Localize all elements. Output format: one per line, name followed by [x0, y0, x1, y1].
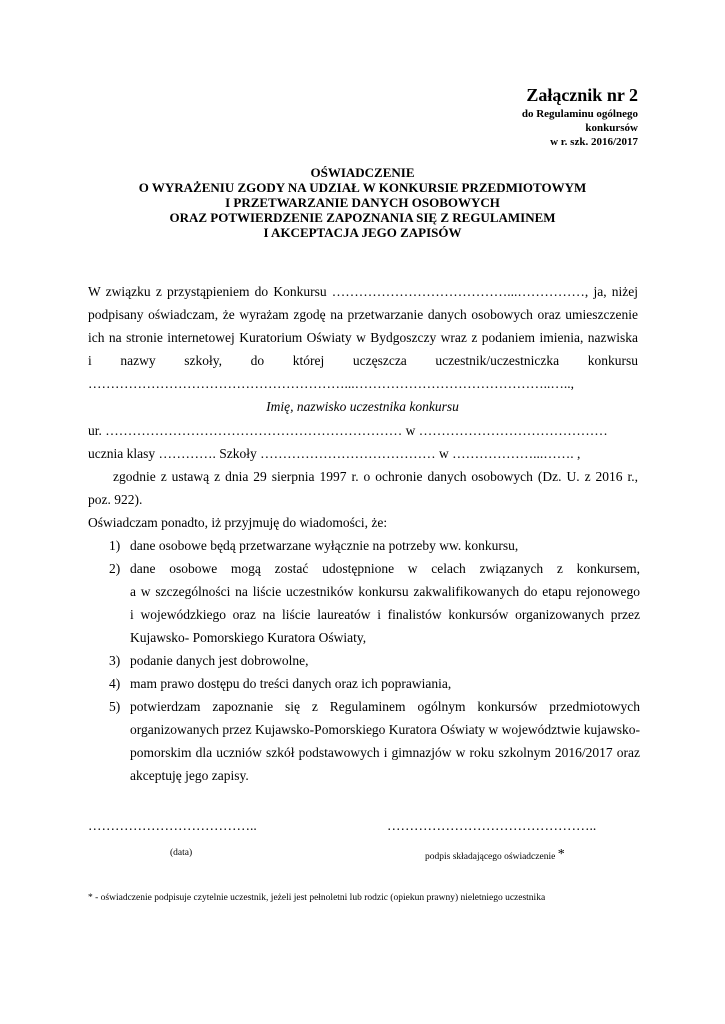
attachment-title: Załącznik nr 2: [526, 85, 638, 105]
list-item-text: dane osobowe mogą zostać udostępnione w celach związanych z konkursem,: [130, 561, 640, 576]
list-item-number: 1): [109, 538, 121, 553]
list-item-text: organizowanych przez Kujawsko-Pomorskiego Kuratora Oświaty w województwie kujawsko-: [130, 722, 640, 737]
list-item-text: potwierdzam zapoznanie się z Regulaminem ogólnym konkursów przedmiotowych: [130, 699, 640, 714]
body-text-line: i nazwy szkoły, do której uczęszcza uczestnik/uczestniczka konkursu: [88, 353, 638, 368]
footnote: * - oświadczenie podpisuje czytelnie uczestnik, jeżeli jest pełnoletni lub rodzic (opiekun prawny) nieletniego uczestnika: [88, 893, 546, 903]
list-item-text: pomorskim dla uczniów szkół podstawowych i gimnazjów w roku szkolnym 2016/2017 oraz: [130, 745, 640, 760]
signature-label: [425, 848, 565, 864]
list-item-text: akceptuję jego zapisy.: [130, 768, 249, 783]
acknowledgement-intro: Oświadczam ponadto, iż przyjmuję do wiadomości, że:: [88, 515, 388, 530]
list-item-text: Kujawsko- Pomorskiego Kuratora Oświaty,: [130, 630, 367, 645]
birth-fill-line: ur. ………………………………………………………… w ……………………………………: [88, 423, 608, 438]
statement-title-line: ORAZ POTWIERDZENIE ZAPOZNANIA SIĘ Z REGULAMINEM: [169, 210, 556, 225]
list-item-text: i wojewódzkiego oraz na liście laureatów i finalistów konkursów organizowanych przez: [130, 607, 640, 622]
date-label: (data): [170, 848, 193, 858]
attachment-subtitle-line: konkursów: [585, 122, 638, 134]
statement-title-line: O WYRAŻENIU ZGODY NA UDZIAŁ W KONKURSIE PRZEDMIOTOWYM: [138, 180, 587, 195]
signature-fill-line: ………………………………………..: [387, 818, 597, 833]
statement-title-line: I PRZETWARZANIE DANYCH OSOBOWYCH: [225, 195, 500, 210]
body-text-line: W związku z przystąpieniem do Konkursu …………………………………...……………, ja, niżej: [88, 284, 638, 299]
list-item-number: 5): [109, 699, 121, 714]
list-item-text: dane osobowe będą przetwarzane wyłącznie na potrzeby ww. konkursu,: [130, 538, 519, 553]
list-item-text: a w szczególności na liście uczestników konkursu zakwalifikowanych do etapu rejonowego: [130, 584, 640, 599]
list-item-number: 4): [109, 676, 121, 691]
class-school-fill-line: ucznia klasy …………. Szkoły ………………………………… w ………………...……. ,: [88, 446, 581, 461]
law-reference-line: poz. 922).: [88, 492, 143, 507]
list-item-text: podanie danych jest dobrowolne,: [130, 653, 309, 668]
law-reference-line: zgodnie z ustawą z dnia 29 sierpnia 1997 r. o ochronie danych osobowych (Dz. U. z 2016 r.,: [113, 469, 638, 484]
list-item-number: 3): [109, 653, 121, 668]
body-text-line: podpisany oświadczam, że wyrażam zgodę na przetwarzanie danych osobowych oraz umieszczenie: [88, 307, 638, 322]
list-item-text: mam prawo dostępu do treści danych oraz ich poprawiania,: [130, 676, 452, 691]
statement-title-line: OŚWIADCZENIE: [310, 165, 415, 180]
name-field-label: Imię, nazwisko uczestnika konkursu: [266, 399, 459, 414]
body-text-line: ich na stronie internetowej Kuratorium Oświaty w Bydgoszczy wraz z podaniem imienia, nazwiska: [88, 330, 638, 345]
attachment-subtitle-line: do Regulaminu ogólnego: [521, 108, 638, 120]
date-fill-line: ………………………………..: [88, 818, 257, 833]
attachment-subtitle-line: w r. szk. 2016/2017: [550, 136, 638, 148]
name-fill-line: …………………………………………………...……………………………………..…..,: [88, 376, 574, 391]
statement-title-line: I AKCEPTACJA JEGO ZAPISÓW: [263, 225, 462, 240]
signature-label-text: podpis składającego oświadczenie: [425, 852, 556, 862]
signature-asterisk: *: [557, 847, 565, 862]
list-item-number: 2): [109, 561, 121, 576]
